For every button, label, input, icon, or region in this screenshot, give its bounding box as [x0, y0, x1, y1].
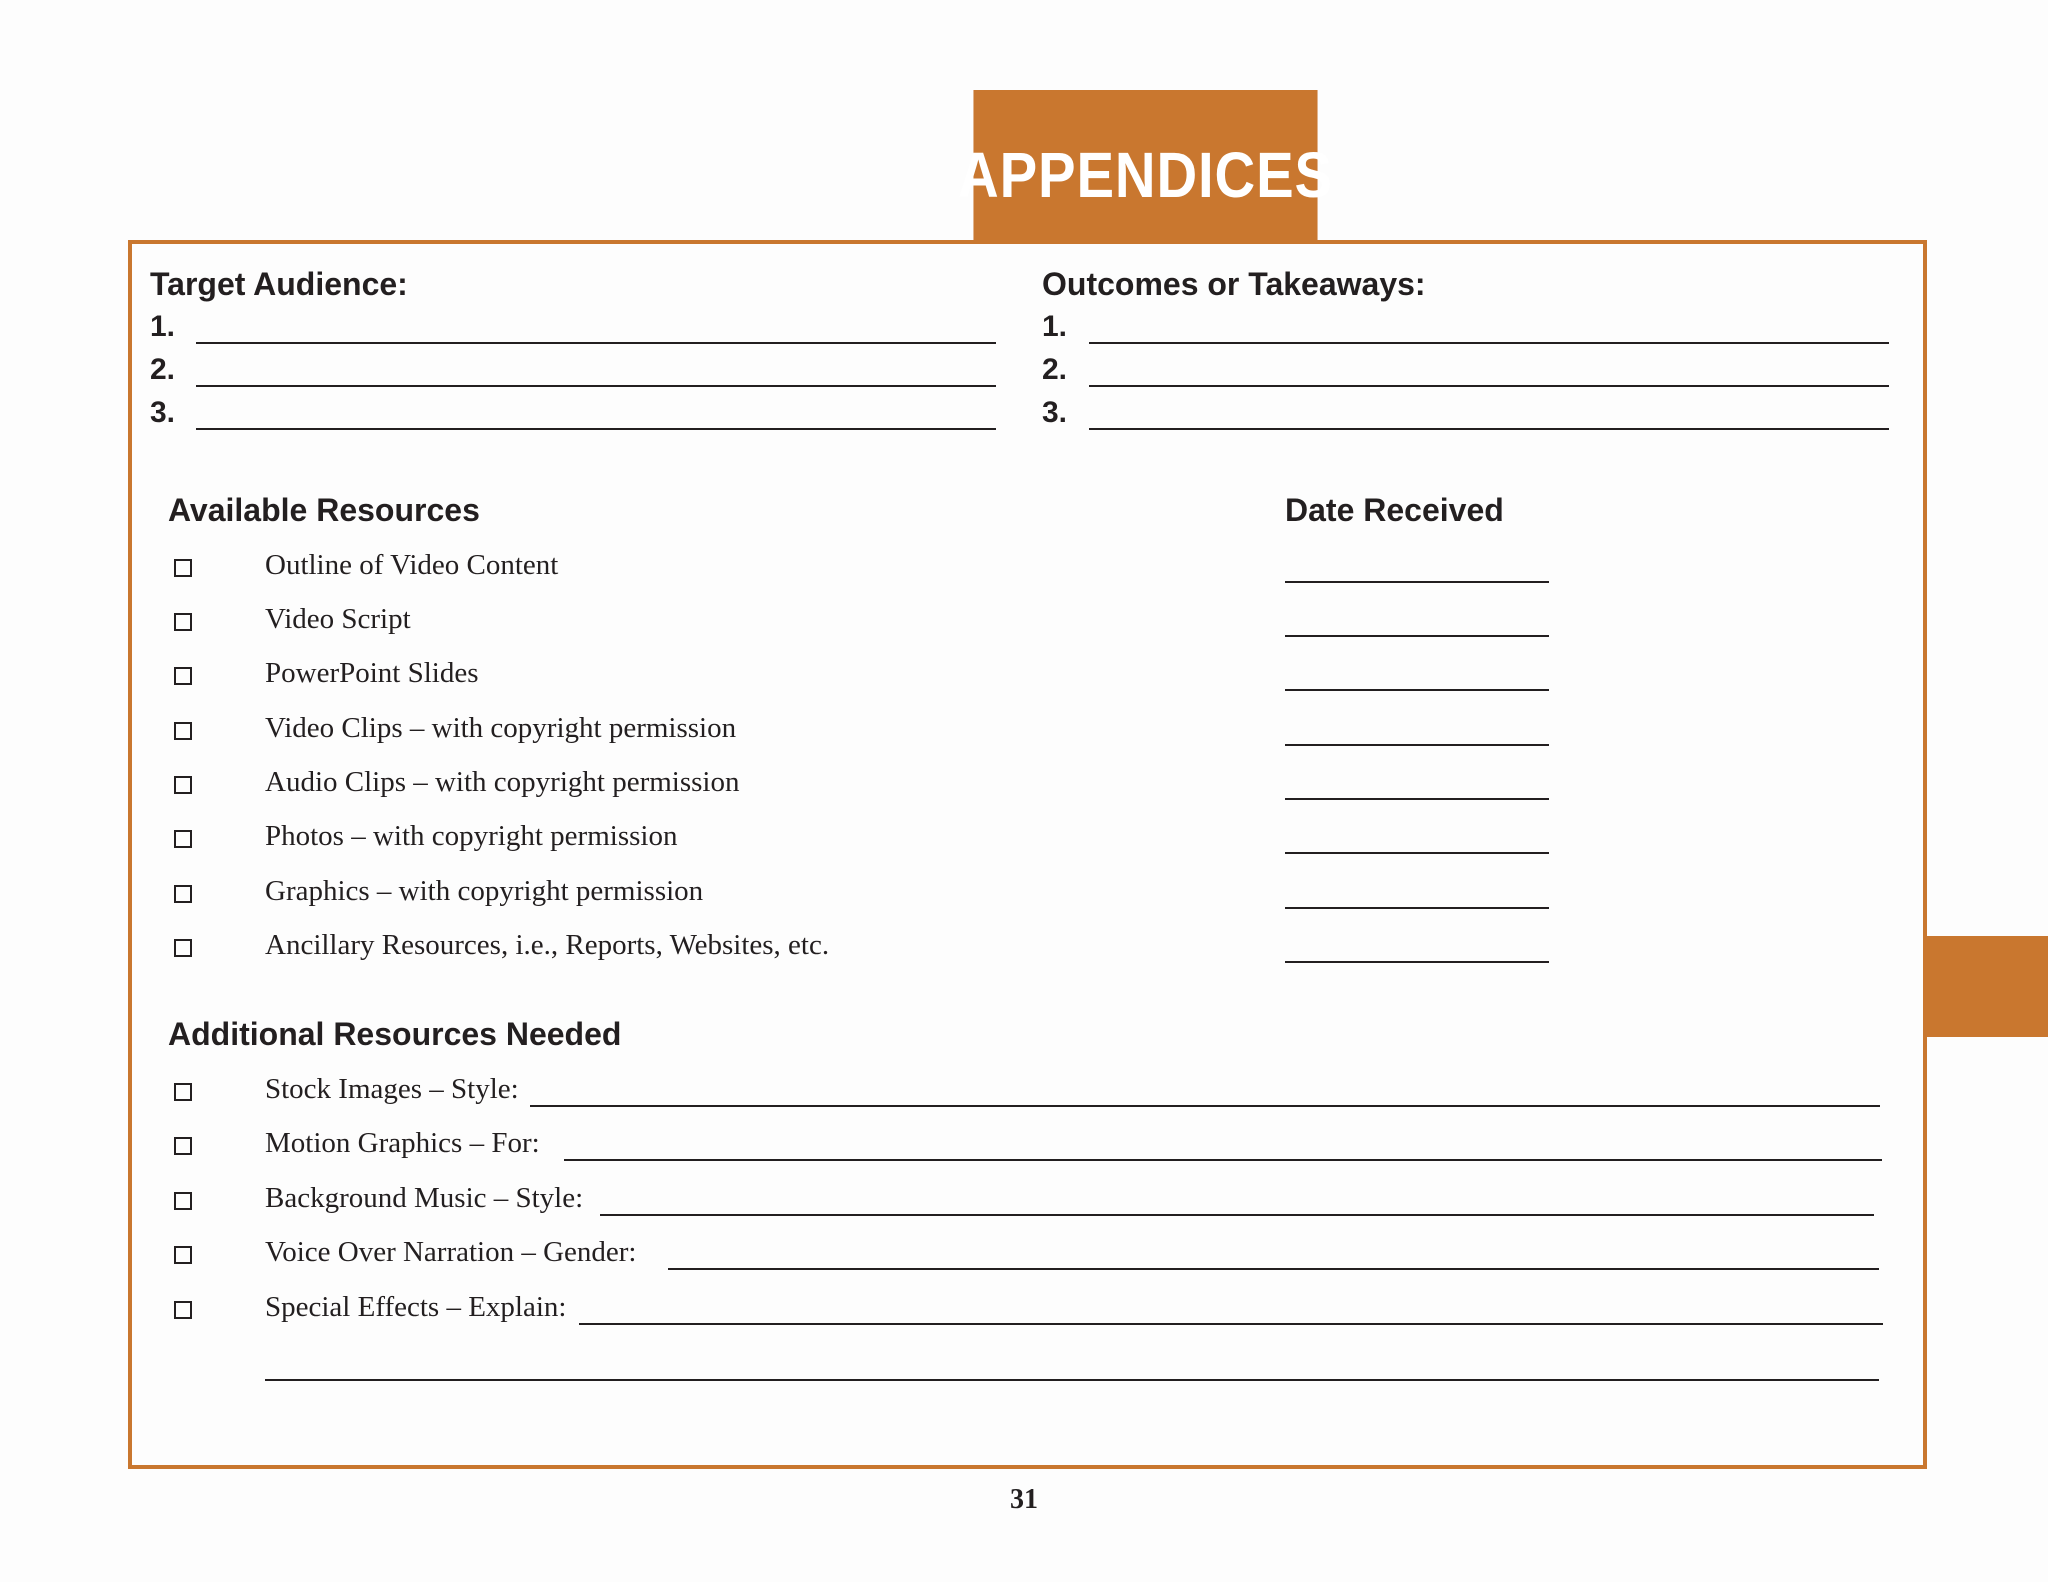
outcomes-heading: Outcomes or Takeaways:	[1042, 266, 1426, 302]
additional-resource-label: Special Effects – Explain:	[265, 1291, 567, 1323]
checkbox[interactable]	[174, 1301, 192, 1319]
resource-label: Audio Clips – with copyright permission	[265, 766, 740, 798]
special-effects-continuation-line[interactable]	[265, 1379, 1879, 1381]
outcomes-line-2[interactable]	[1089, 385, 1889, 387]
resource-label: Outline of Video Content	[265, 549, 559, 581]
target-audience-line-3[interactable]	[196, 428, 996, 430]
target-audience-line-1[interactable]	[196, 342, 996, 344]
date-received-line[interactable]	[1285, 798, 1549, 800]
target-audience-line-2[interactable]	[196, 385, 996, 387]
additional-resource-row	[132, 1127, 1923, 1167]
resource-row	[132, 603, 1923, 643]
date-received-line[interactable]	[1285, 852, 1549, 854]
date-received-line[interactable]	[1285, 961, 1549, 963]
outcomes-line-1[interactable]	[1089, 342, 1889, 344]
date-received-line[interactable]	[1285, 689, 1549, 691]
date-received-line[interactable]	[1285, 635, 1549, 637]
section-title: APPENDICES	[958, 139, 1333, 211]
target-audience-heading: Target Audience:	[150, 266, 408, 302]
resource-label: Video Script	[265, 603, 411, 635]
checkbox[interactable]	[174, 939, 192, 957]
date-received-line[interactable]	[1285, 581, 1549, 583]
additional-resources-heading: Additional Resources Needed	[168, 1016, 622, 1052]
date-received-heading: Date Received	[1285, 492, 1504, 528]
additional-resource-label: Motion Graphics – For:	[265, 1127, 540, 1159]
additional-resource-label: Stock Images – Style:	[265, 1073, 519, 1105]
additional-resource-label: Voice Over Narration – Gender:	[265, 1236, 637, 1268]
outcomes-line-3[interactable]	[1089, 428, 1889, 430]
checkbox[interactable]	[174, 722, 192, 740]
target-audience-number: 2.	[150, 353, 176, 386]
resource-row	[132, 766, 1923, 806]
resource-row	[132, 712, 1923, 752]
resource-label: PowerPoint Slides	[265, 657, 479, 689]
additional-resource-row	[132, 1291, 1923, 1331]
target-audience-number: 3.	[150, 396, 176, 429]
additional-resource-row	[132, 1073, 1923, 1113]
form-frame	[128, 240, 1927, 1469]
outcomes-number: 2.	[1042, 353, 1068, 386]
additional-resource-label: Background Music – Style:	[265, 1182, 584, 1214]
date-received-line[interactable]	[1285, 907, 1549, 909]
special-effects-explain-line[interactable]	[579, 1323, 1883, 1325]
voice-over-gender-line[interactable]	[668, 1268, 1879, 1270]
checkbox[interactable]	[174, 559, 192, 577]
motion-graphics-for-line[interactable]	[564, 1159, 1882, 1161]
checkbox[interactable]	[174, 830, 192, 848]
outcomes-number: 1.	[1042, 310, 1068, 343]
resource-row	[132, 875, 1923, 915]
checkbox[interactable]	[174, 667, 192, 685]
checkbox[interactable]	[174, 1246, 192, 1264]
checkbox[interactable]	[174, 1137, 192, 1155]
checkbox[interactable]	[174, 776, 192, 794]
checkbox[interactable]	[174, 885, 192, 903]
checkbox[interactable]	[174, 613, 192, 631]
background-music-style-line[interactable]	[600, 1214, 1874, 1216]
target-audience-number: 1.	[150, 310, 176, 343]
resource-label: Photos – with copyright permission	[265, 820, 678, 852]
page-number: 31	[1010, 1484, 1038, 1515]
checkbox[interactable]	[174, 1192, 192, 1210]
resource-label: Video Clips – with copyright permission	[265, 712, 737, 744]
resource-row	[132, 820, 1923, 860]
additional-resource-row	[132, 1182, 1923, 1222]
checkbox[interactable]	[174, 1083, 192, 1101]
outcomes-number: 3.	[1042, 396, 1068, 429]
available-resources-heading: Available Resources	[168, 492, 480, 528]
date-received-line[interactable]	[1285, 744, 1549, 746]
resource-row	[132, 657, 1923, 697]
additional-resource-row	[132, 1236, 1923, 1276]
side-edge-tab	[1926, 936, 2048, 1037]
resource-label: Graphics – with copyright permission	[265, 875, 704, 907]
resource-row	[132, 549, 1923, 589]
resource-label: Ancillary Resources, i.e., Reports, Websites, etc.	[265, 929, 830, 961]
stock-images-style-line[interactable]	[530, 1105, 1880, 1107]
section-tab-header	[958, 90, 1333, 240]
resource-row	[132, 929, 1923, 969]
